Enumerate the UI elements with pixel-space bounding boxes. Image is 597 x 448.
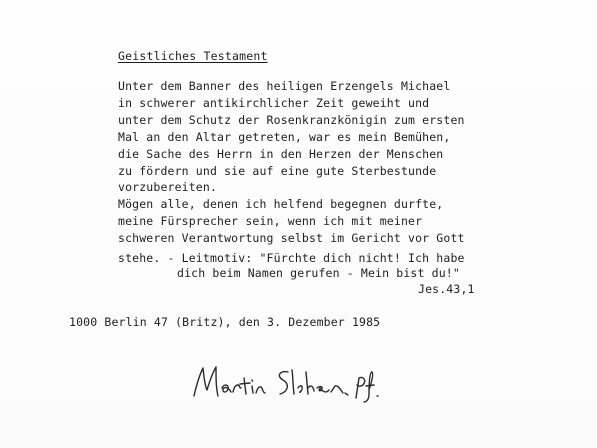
body-line-6: zu fördern und sie auf eine gute Sterbestunde [118,164,437,178]
body-line-10: schweren Verantwortung selbst im Gericht vor Gott [118,231,465,245]
place-date-line: 1000 Berlin 47 (Britz), den 3. Dezember 1985 [69,315,381,329]
body-line-7: vorzubereiten. [118,180,218,194]
body-line-8: Mögen alle, denen ich helfend begegnen durfte, [118,197,444,211]
body-line-2: in schwerer antikirchlicher Zeit geweiht und [118,96,430,110]
handwritten-signature [188,358,388,408]
quote-reference: Jes.43,1 [418,282,475,296]
body-line-4: Mal an den Altar getreten, war es mein Bemühen, [118,130,451,144]
body-line-3: unter dem Schutz der Rosenkranzkönigin zum ersten [118,113,465,127]
body-line-11: stehe. - Leitmotiv: "Fürchte dich nicht! Ich habe [118,251,465,265]
body-line-5: die Sache des Herrn in den Herzen der Menschen [118,147,444,161]
body-line-9: meine Fürsprecher sein, wenn ich mit meiner [118,214,423,228]
body-line-1: Unter dem Banner des heiligen Erzengels Michael [118,79,451,93]
document-title: Geistliches Testament [118,49,268,63]
quote-line-1: dich beim Namen gerufen - Mein bist du!" [177,266,460,280]
